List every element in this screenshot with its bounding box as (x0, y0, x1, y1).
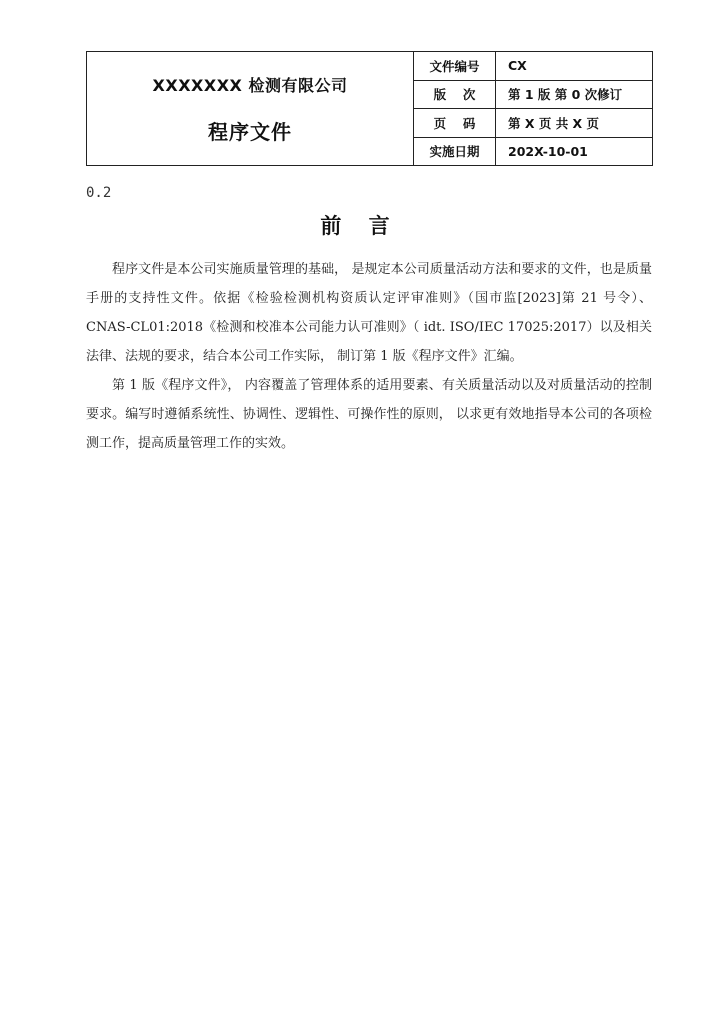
effective-date-label: 实施日期 (414, 137, 496, 166)
edition-label: 版 次 (414, 80, 496, 109)
file-number-value: CX (496, 52, 653, 81)
page-value: 第 X 页 共 X 页 (496, 109, 653, 138)
edition-value: 第 1 版 第 0 次修订 (496, 80, 653, 109)
document-type: 程序文件 (208, 119, 292, 144)
preface-body (86, 255, 652, 458)
page-title: 前 言 (320, 214, 400, 238)
section-number: 0.2 (86, 185, 112, 201)
effective-date-value: 202X-10-01 (496, 137, 653, 166)
preface-paragraph-1: 程序文件是本公司实施质量管理的基础， 是规定本公司质量活动方法和要求的文件，也是质量手册的支持性文件。依据《检验检测机构资质认定评审准则》（国市监[2023]第 21 号令）、CNAS-CL01:2018《检测和校准本公司能力认可准则》（ idt. ISO/IEC 17025:2017）以及相关法律、法规的要求，结合本公司工作实际， 制订第 1 版《程序文件》汇编。 (86, 262, 652, 364)
company-name: XXXXXXX 检测有限公司 (152, 75, 348, 95)
file-number-label: 文件编号 (414, 52, 496, 81)
company-cell (87, 52, 414, 166)
document-header-table (86, 51, 653, 166)
preface-paragraph-2: 第 1 版《程序文件》， 内容覆盖了管理体系的适用要素、有关质量活动以及对质量活动的控制要求。编写时遵循系统性、协调性、逻辑性、可操作性的原则， 以求更有效地指导本公司的各项检测工作，提高质量管理工作的实效。 (86, 378, 652, 451)
page-label: 页 码 (414, 109, 496, 138)
